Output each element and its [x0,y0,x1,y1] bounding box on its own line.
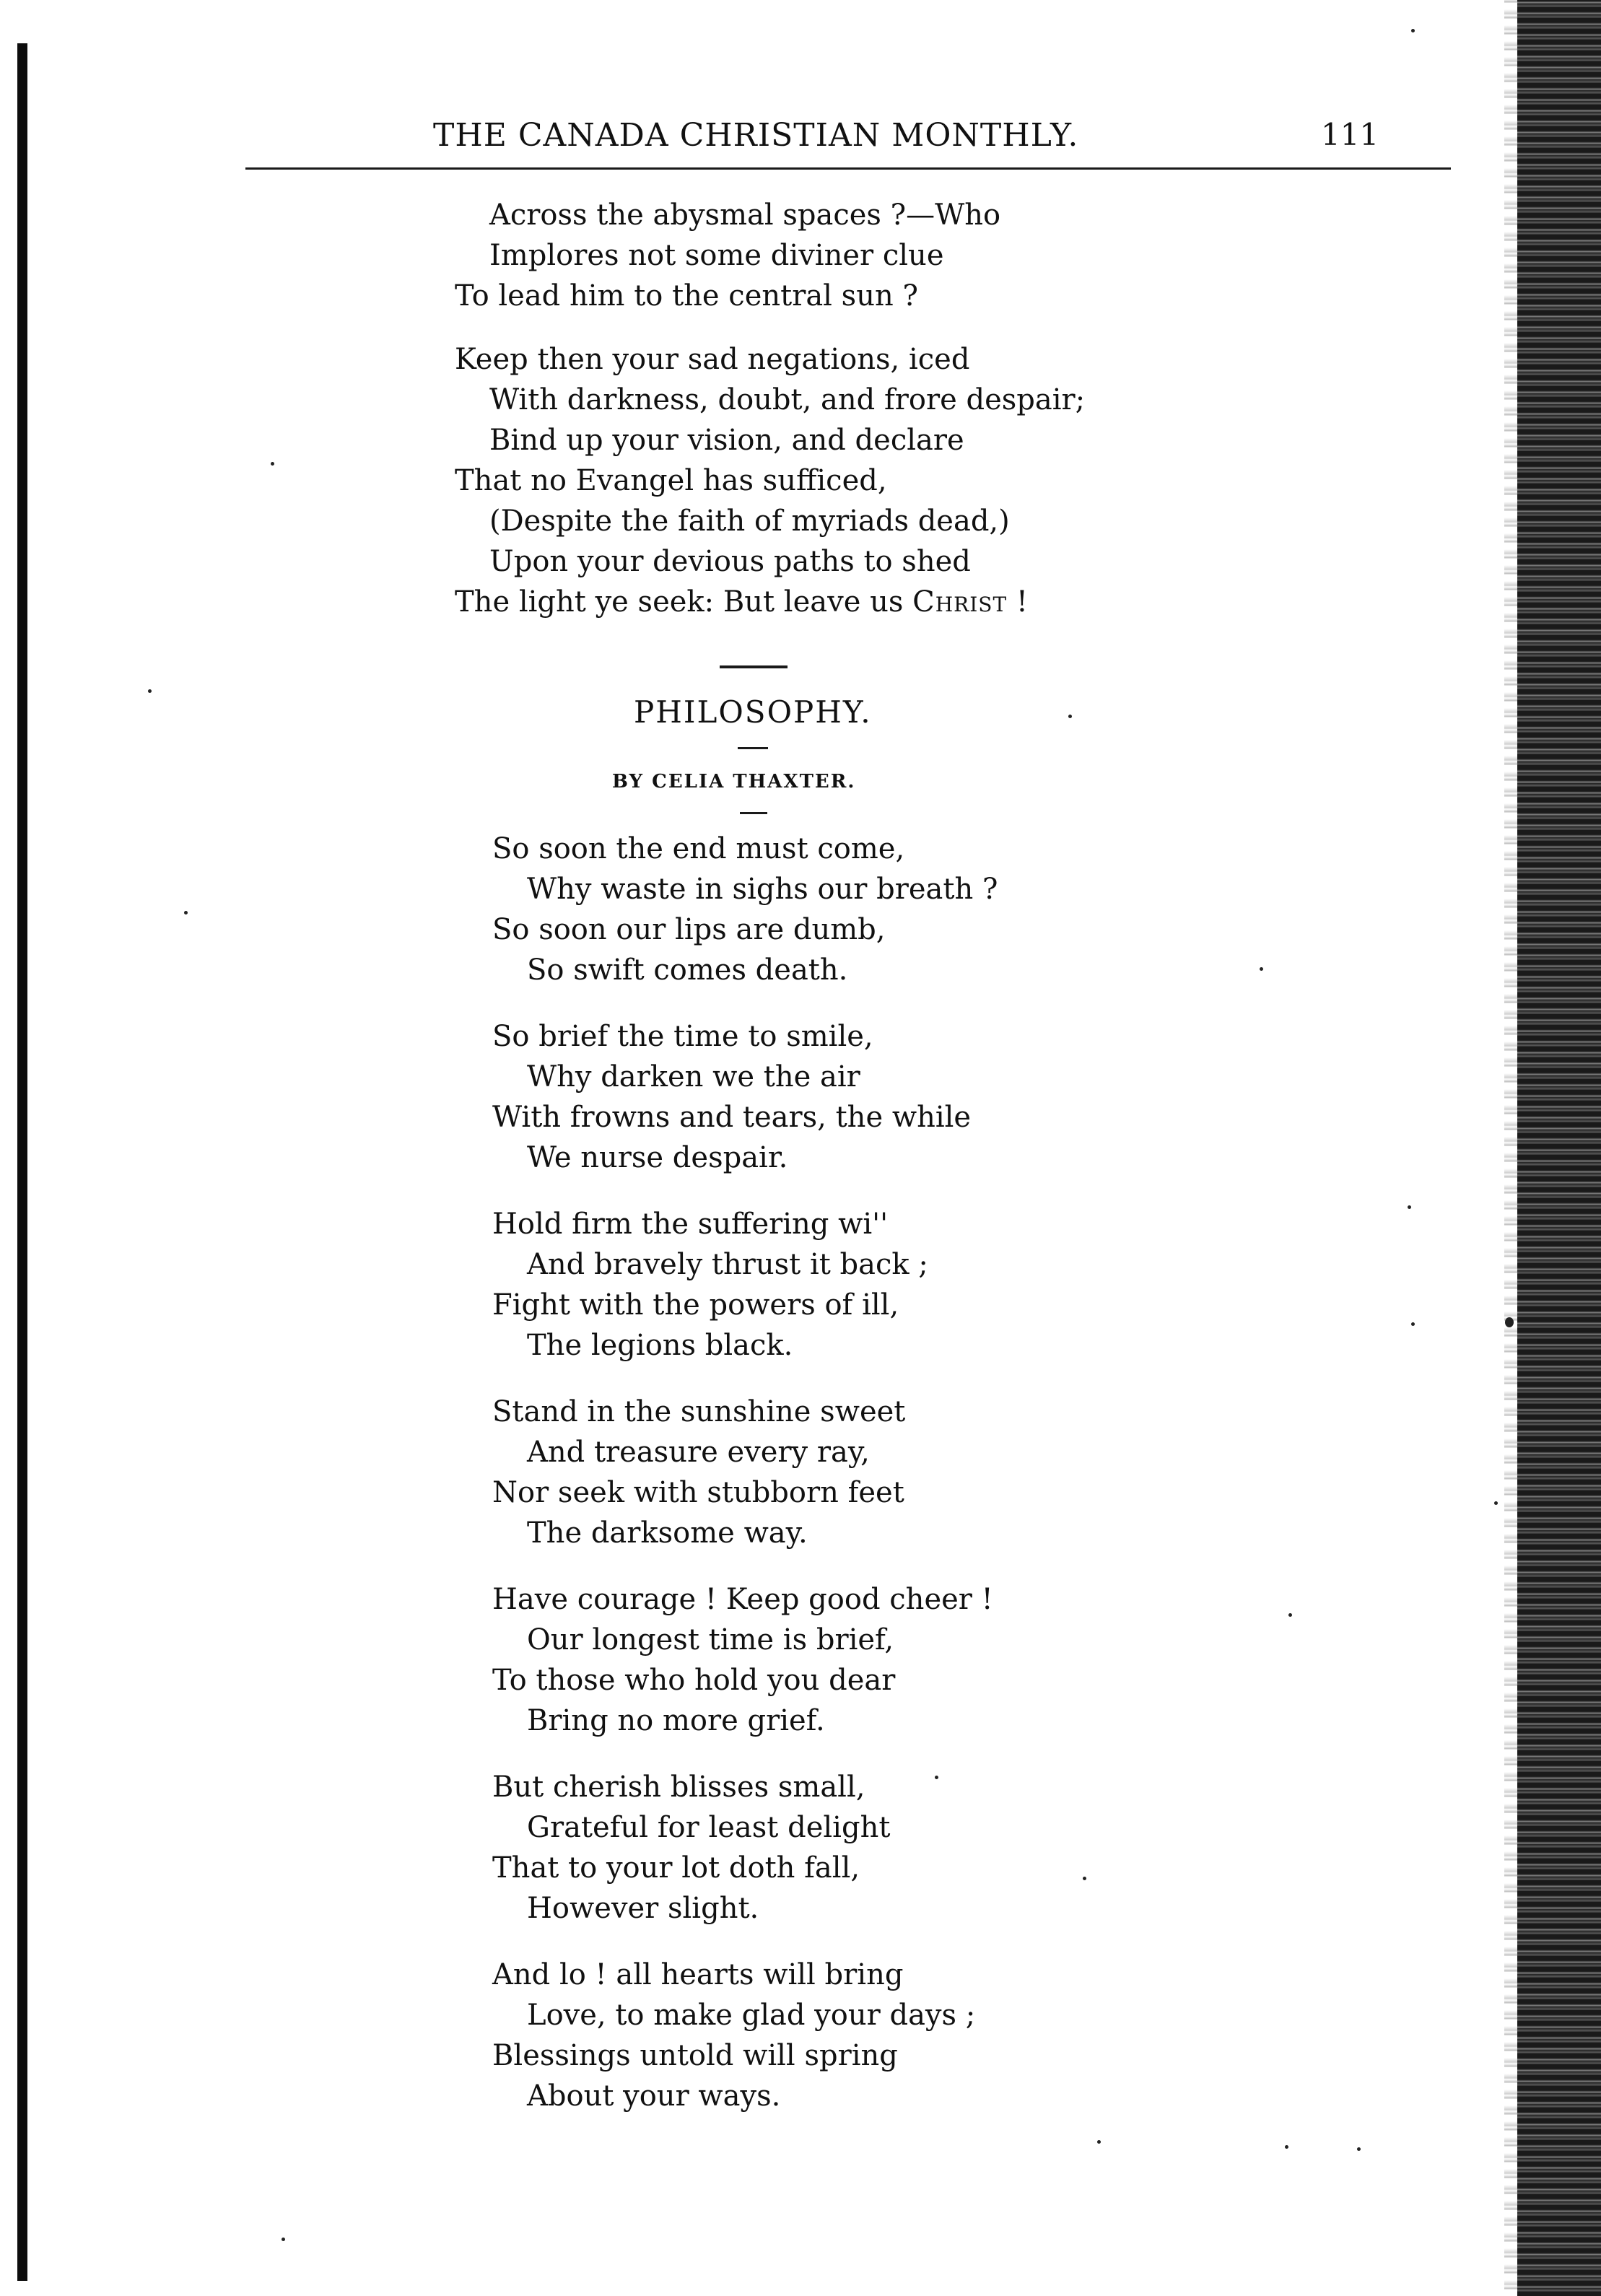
header-rule [245,167,1451,170]
scan-speck [1408,1205,1411,1209]
poem-stanza-2 [492,1016,971,1178]
verse-line: So swift comes death. [527,953,848,987]
closing-punctuation: ! [1007,585,1028,619]
verse-line: The darksome way. [527,1516,808,1550]
verse-line: So soon our lips are dumb, [492,913,886,946]
title-divider [738,747,768,749]
scan-speck [282,2238,285,2241]
scan-left-edge-shadow [17,43,27,2281]
previous-poem-stanza-1 [455,195,1000,316]
verse-line: But cherish blisses small, [492,1771,865,1804]
poem-stanza-5 [492,1579,993,1741]
scan-speck [1260,967,1263,971]
scan-speck [1285,2145,1288,2149]
verse-line: We nurse despair. [527,1141,788,1174]
scan-speck [1505,1317,1514,1327]
verse-line: (Despite the faith of myriads dead,) [489,505,1010,538]
verse-line: To lead him to the central sun ? [455,279,918,313]
verse-line: Why darken we the air [527,1060,860,1094]
scan-speck [271,462,274,466]
verse-line: Keep then your sad negations, iced [455,343,970,376]
scan-right-edge-binding [1514,0,1601,2296]
verse-line: Nor seek with stubborn feet [492,1476,904,1509]
verse-line: Our longest time is brief, [527,1623,894,1656]
scan-speck [1411,29,1415,32]
journal-title: THE CANADA CHRISTIAN MONTHLY. [433,117,1079,154]
verse-line: Across the abysmal spaces ?—Who [489,198,1001,232]
poem-stanza-7 [492,1955,975,2116]
verse-line: And treasure every ray, [527,1436,870,1469]
scan-speck [1068,715,1072,718]
verse-line: Grateful for least delight [527,1811,891,1844]
scan-speck [148,689,152,693]
scan-speck [1411,1322,1415,1326]
verse-line: To those who hold you dear [492,1664,896,1697]
page-number: 111 [1321,117,1379,152]
verse-line: Implores not some diviner clue [489,239,944,272]
verse-line: Have courage ! Keep good cheer ! [492,1583,993,1616]
verse-line: Bring no more grief. [527,1704,825,1737]
scan-speck [935,1776,938,1779]
verse-line: The legions black. [527,1329,793,1362]
byline-divider [740,812,767,814]
verse-line: And bravely thrust it back ; [527,1248,928,1281]
verse-line: That no Evangel has sufficed, [455,464,887,497]
verse-line: Why waste in sighs our breath ? [527,873,998,906]
poem-title: PHILOSOPHY. [634,694,872,730]
poem-stanza-6 [492,1767,890,1929]
scan-speck [1083,1877,1086,1880]
verse-line: So brief the time to smile, [492,1020,873,1053]
poem-byline: BY CELIA THAXTER. [612,771,856,793]
verse-line: About your ways. [527,2079,781,2113]
poem-stanza-3 [492,1204,928,1366]
verse-line-text: The light ye seek: But leave us [455,585,913,619]
verse-line: Upon your devious paths to shed [489,545,971,578]
emphasis-christ: Christ [912,585,1008,619]
verse-line: With frowns and tears, the while [492,1101,972,1134]
section-divider [720,665,788,668]
previous-poem-stanza-2 [455,339,1085,622]
scan-speck [1097,2140,1101,2144]
verse-line: Hold firm the suffering wi'' [492,1208,889,1241]
verse-line: Bind up your vision, and declare [489,424,964,457]
scan-speck [1288,1613,1292,1617]
scan-speck [1494,1501,1498,1505]
running-header [325,108,1408,159]
verse-line: That to your lot doth fall, [492,1851,860,1885]
verse-line: Stand in the sunshine sweet [492,1395,906,1428]
verse-line: Blessings untold will spring [492,2039,898,2072]
poem-stanza-4 [492,1392,905,1553]
verse-line: However slight. [527,1892,759,1925]
verse-line-final [455,582,1085,622]
verse-line: So soon the end must come, [492,832,905,865]
verse-line: With darkness, doubt, and frore despair; [489,383,1086,416]
scan-speck [1357,2147,1361,2151]
verse-line: Fight with the powers of ill, [492,1288,899,1322]
poem-stanza-1 [492,829,998,990]
verse-line: Love, to make glad your days ; [527,1999,976,2032]
scan-speck [184,911,188,915]
verse-line: And lo ! all hearts will bring [492,1958,904,1991]
